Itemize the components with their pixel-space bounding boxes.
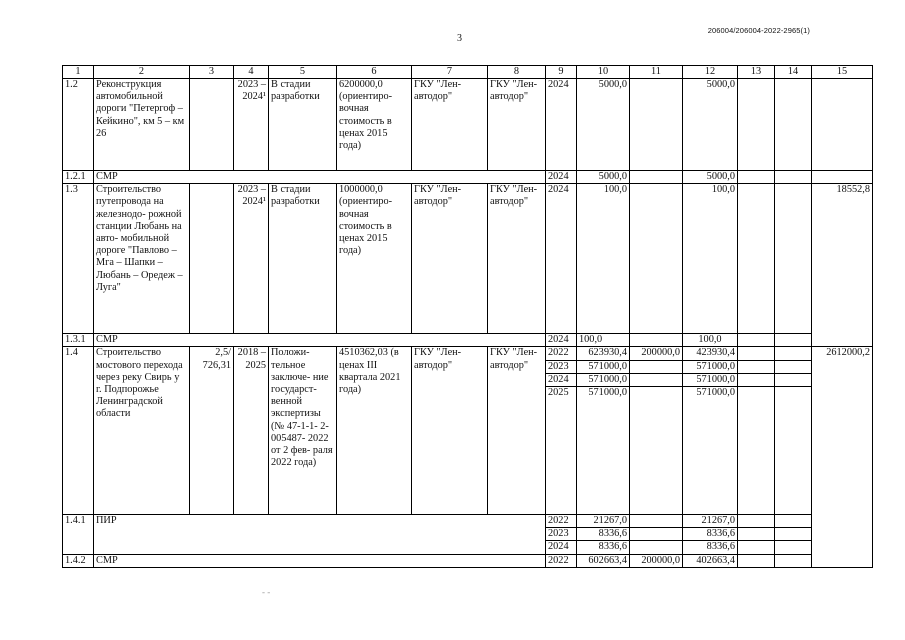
year-cell: 2023 <box>546 360 577 373</box>
total-cell: 602663,4 <box>577 554 630 567</box>
empty-cell <box>775 554 812 567</box>
cost-cell: 1000000,0 (ориентиро- вочная стоимость в ценах 2015 года) <box>337 184 412 334</box>
table-row <box>63 347 873 360</box>
empty-cell <box>775 541 812 554</box>
federal-cell: 200000,0 <box>630 554 683 567</box>
stage-cell: В стадии разработки <box>269 79 337 171</box>
col-header: 9 <box>546 66 577 79</box>
empty-cell <box>775 79 812 171</box>
stage-cell: Положи- тельное заключе- ние государст- венной экспертизы (№ 47-1-1- 2-005487- 2022 от 2 фев- раля 2022 года) <box>269 347 337 515</box>
empty-cell <box>775 528 812 541</box>
total-cell: 5000,0 <box>577 79 630 171</box>
row-number: 1.2 <box>63 79 94 171</box>
executor-cell: ГКУ "Лен- автодор" <box>488 347 546 515</box>
year-cell: 2024 <box>546 171 577 184</box>
empty-cell <box>775 373 812 386</box>
federal-cell <box>630 334 683 347</box>
year-cell: 2023 <box>546 528 577 541</box>
executor-cell: ГКУ "Лен- автодор" <box>488 79 546 171</box>
total-cell: 8336,6 <box>577 541 630 554</box>
stage-cell: В стадии разработки <box>269 184 337 334</box>
remaining-cell: 18552,8 <box>812 184 873 347</box>
cost-cell: 6200000,0 (ориентиро- вочная стоимость в ценах 2015 года) <box>337 79 412 171</box>
regional-cell: 402663,4 <box>683 554 738 567</box>
federal-cell <box>630 184 683 334</box>
customer-cell: ГКУ "Лен- автодор" <box>412 184 488 334</box>
period-cell: 2018 – 2025 <box>234 347 269 515</box>
federal-cell <box>630 171 683 184</box>
federal-cell <box>630 541 683 554</box>
document-id: 206004/206004-2022-2965(1) <box>707 26 810 35</box>
empty-cell <box>738 334 775 347</box>
total-cell: 571000,0 <box>577 373 630 386</box>
col-header: 14 <box>775 66 812 79</box>
col-header: 10 <box>577 66 630 79</box>
regional-cell: 571000,0 <box>683 387 738 515</box>
year-cell: 2024 <box>546 184 577 334</box>
row-number: 1.2.1 <box>63 171 94 184</box>
empty-cell <box>738 554 775 567</box>
col-header: 7 <box>412 66 488 79</box>
regional-cell: 21267,0 <box>683 515 738 528</box>
empty-cell <box>775 387 812 515</box>
regional-cell: 5000,0 <box>683 171 738 184</box>
period-cell: 2023 – 2024¹ <box>234 79 269 171</box>
remaining-cell <box>812 79 873 171</box>
table-row <box>63 79 873 171</box>
table-row <box>63 334 873 347</box>
total-cell: 21267,0 <box>577 515 630 528</box>
federal-cell: 200000,0 <box>630 347 683 360</box>
year-cell: 2024 <box>546 541 577 554</box>
work-type: СМР <box>94 334 546 347</box>
empty-cell <box>775 171 812 184</box>
row-number: 1.4 <box>63 347 94 515</box>
federal-cell <box>630 515 683 528</box>
empty-cell <box>738 347 775 360</box>
row-number: 1.4.2 <box>63 554 94 567</box>
footer-mark: - - <box>262 587 271 597</box>
investment-table <box>62 65 873 568</box>
col-header: 5 <box>269 66 337 79</box>
empty-cell <box>738 360 775 373</box>
empty-cell <box>738 528 775 541</box>
remaining-cell: 2612000,2 <box>812 347 873 567</box>
capacity-cell: 2,5/ 726,31 <box>190 347 234 515</box>
col-header: 12 <box>683 66 738 79</box>
empty-cell <box>775 334 812 347</box>
federal-cell <box>630 360 683 373</box>
col-header: 15 <box>812 66 873 79</box>
work-type: СМР <box>94 171 546 184</box>
year-cell: 2022 <box>546 515 577 528</box>
year-cell: 2022 <box>546 554 577 567</box>
empty-cell <box>738 541 775 554</box>
federal-cell <box>630 387 683 515</box>
federal-cell <box>630 373 683 386</box>
cost-cell: 4510362,03 (в ценах III квартала 2021 года) <box>337 347 412 515</box>
work-type: ПИР <box>94 515 546 555</box>
col-header: 2 <box>94 66 190 79</box>
empty-cell <box>738 373 775 386</box>
customer-cell: ГКУ "Лен- автодор" <box>412 79 488 171</box>
work-type: СМР <box>94 554 546 567</box>
row-number: 1.3.1 <box>63 334 94 347</box>
year-cell: 2024 <box>546 334 577 347</box>
row-number: 1.4.1 <box>63 515 94 555</box>
col-header: 1 <box>63 66 94 79</box>
total-cell: 571000,0 <box>577 360 630 373</box>
regional-cell: 8336,6 <box>683 528 738 541</box>
total-cell: 623930,4 <box>577 347 630 360</box>
table-row <box>63 184 873 334</box>
remaining-cell <box>812 171 873 184</box>
capacity-cell <box>190 79 234 171</box>
year-cell: 2024 <box>546 79 577 171</box>
year-cell: 2022 <box>546 347 577 360</box>
column-number-row <box>63 66 873 79</box>
regional-cell: 8336,6 <box>683 541 738 554</box>
customer-cell: ГКУ "Лен- автодор" <box>412 347 488 515</box>
regional-cell: 571000,0 <box>683 373 738 386</box>
total-cell: 5000,0 <box>577 171 630 184</box>
year-cell: 2024 <box>546 373 577 386</box>
regional-cell: 100,0 <box>683 334 738 347</box>
empty-cell <box>738 171 775 184</box>
year-cell: 2025 <box>546 387 577 515</box>
page-number: 3 <box>457 33 462 44</box>
total-cell: 100,0 <box>577 184 630 334</box>
object-name: Строительство мостового перехода через реку Свирь у г. Подпорожье Ленинградской области <box>94 347 190 515</box>
federal-cell <box>630 79 683 171</box>
total-cell: 100,0 <box>577 334 630 347</box>
table-row <box>63 515 873 528</box>
total-cell: 8336,6 <box>577 528 630 541</box>
object-name: Реконструкция автомобильной дороги "Петергоф – Кейкино", км 5 – км 26 <box>94 79 190 171</box>
regional-cell: 100,0 <box>683 184 738 334</box>
col-header: 11 <box>630 66 683 79</box>
col-header: 3 <box>190 66 234 79</box>
empty-cell <box>738 515 775 528</box>
executor-cell: ГКУ "Лен- автодор" <box>488 184 546 334</box>
col-header: 8 <box>488 66 546 79</box>
empty-cell <box>775 360 812 373</box>
total-cell: 571000,0 <box>577 387 630 515</box>
table-row <box>63 171 873 184</box>
regional-cell: 5000,0 <box>683 79 738 171</box>
capacity-cell <box>190 184 234 334</box>
empty-cell <box>738 387 775 515</box>
empty-cell <box>775 515 812 528</box>
empty-cell <box>775 184 812 334</box>
regional-cell: 571000,0 <box>683 360 738 373</box>
empty-cell <box>775 347 812 360</box>
col-header: 6 <box>337 66 412 79</box>
row-number: 1.3 <box>63 184 94 334</box>
col-header: 4 <box>234 66 269 79</box>
object-name: Строительство путепровода на железнодо- рожной станции Любань на авто- мобильной дороге "Павлово – Мга – Шапки – Любань – Оредеж – Луга" <box>94 184 190 334</box>
regional-cell: 423930,4 <box>683 347 738 360</box>
empty-cell <box>738 79 775 171</box>
table-row <box>63 554 873 567</box>
federal-cell <box>630 528 683 541</box>
col-header: 13 <box>738 66 775 79</box>
period-cell: 2023 – 2024¹ <box>234 184 269 334</box>
empty-cell <box>738 184 775 334</box>
